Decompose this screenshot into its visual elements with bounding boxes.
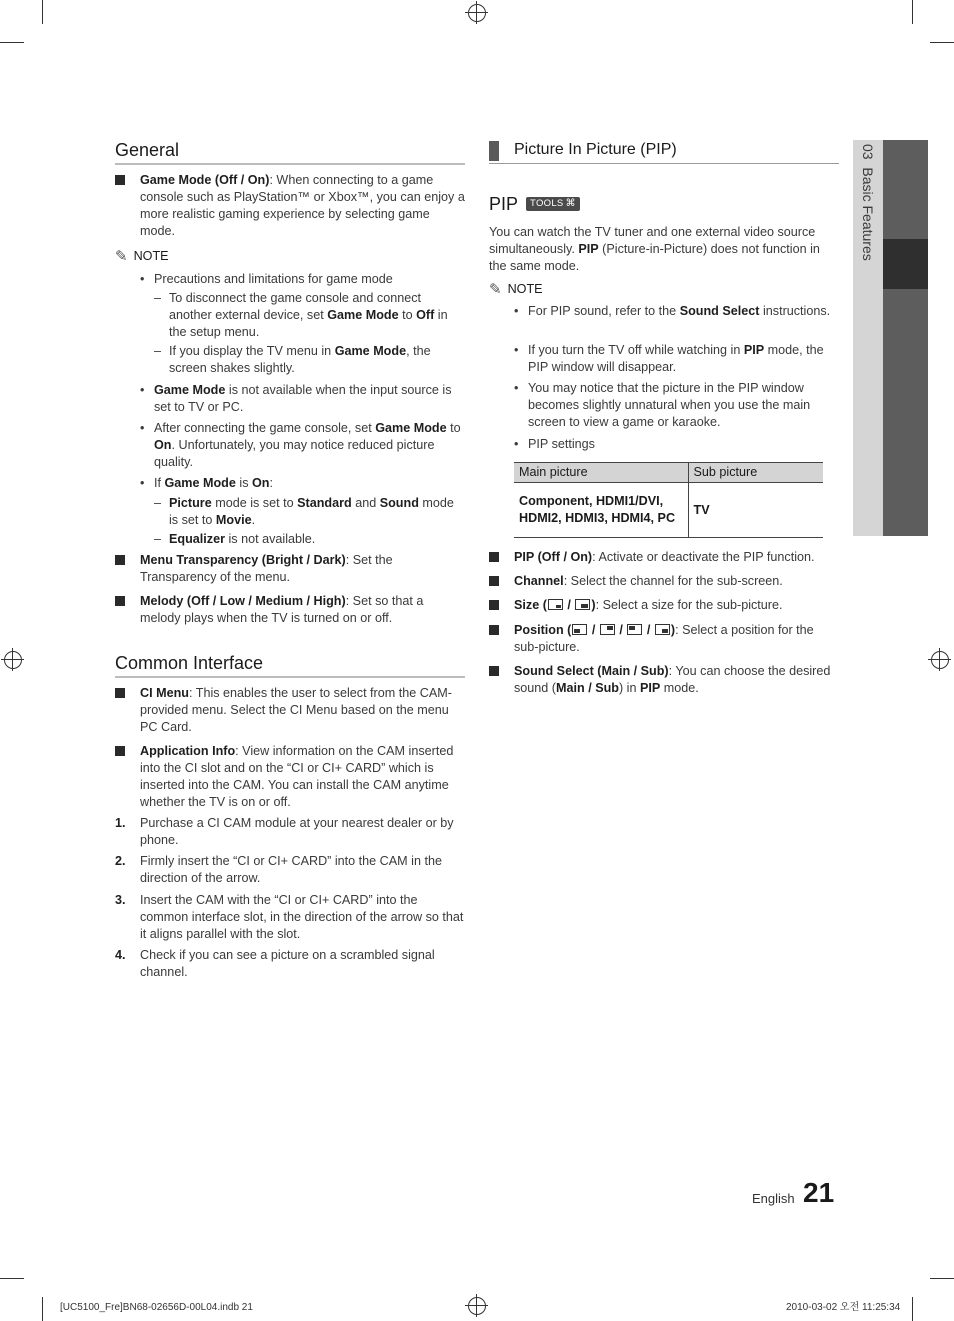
chapter-label: 03 Basic Features	[860, 144, 876, 261]
table-header-main: Main picture	[514, 463, 688, 483]
table-cell-sub: TV	[688, 483, 823, 538]
pencil-icon: ✎	[489, 280, 502, 298]
bullet-icon: •	[140, 476, 145, 490]
section-title-common-interface: Common Interface	[115, 652, 465, 678]
tools-badge: TOOLS ⌘	[526, 197, 580, 211]
pip-heading: PIP TOOLS ⌘	[489, 193, 580, 215]
bullet-icon: •	[140, 383, 145, 397]
registration-mark-icon	[468, 4, 486, 22]
pip-settings-table	[514, 462, 823, 538]
pip-intro: You can watch the TV tuner and one external video source simultaneously. PIP (Picture-in-Picture) does not function in the same mode.	[489, 225, 820, 273]
dash-icon: –	[154, 344, 162, 358]
dash-icon: –	[154, 291, 162, 305]
section-title-pip: Picture In Picture (PIP)	[489, 140, 839, 164]
footer-file-info: [UC5100_Fre]BN68-02656D-00L04.indb 21	[60, 1302, 253, 1313]
registration-mark-icon	[931, 651, 949, 669]
chapter-side-tab	[853, 140, 928, 536]
square-bullet-icon	[489, 625, 499, 635]
crop-mark	[42, 1297, 43, 1321]
note-heading: ✎ NOTE	[115, 247, 169, 265]
table-header-sub: Sub picture	[688, 463, 823, 483]
square-bullet-icon	[489, 552, 499, 562]
section-title-general: General	[115, 139, 465, 165]
dash-icon: –	[154, 496, 162, 510]
registration-mark-icon	[4, 651, 22, 669]
pip-position-top-right-icon	[600, 624, 615, 635]
bullet-icon: •	[514, 381, 519, 395]
registration-mark-icon	[468, 1297, 486, 1315]
note-heading: ✎ NOTE	[489, 280, 543, 298]
square-bullet-icon	[115, 555, 125, 565]
bullet-icon: •	[514, 343, 519, 357]
footer-date: 2010-03-02 오전 11:25:34	[786, 1302, 901, 1313]
bullet-icon: •	[514, 304, 519, 318]
pip-position-top-left-icon	[627, 624, 642, 635]
table-cell-main: Component, HDMI1/DVI, HDMI2, HDMI3, HDMI4, PC	[514, 483, 688, 538]
tools-icon: ⌘	[565, 198, 576, 209]
square-bullet-icon	[115, 746, 125, 756]
crop-mark	[930, 42, 954, 43]
pip-size-small-icon	[548, 599, 563, 610]
square-bullet-icon	[489, 666, 499, 676]
pip-position-bottom-left-icon	[572, 624, 587, 635]
square-bullet-icon	[489, 576, 499, 586]
square-bullet-icon	[115, 175, 125, 185]
table-header-row	[514, 463, 823, 483]
dash-icon: –	[154, 532, 162, 546]
crop-mark	[0, 42, 24, 43]
pencil-icon: ✎	[115, 247, 128, 265]
crop-mark	[42, 0, 43, 24]
crop-mark	[912, 1297, 913, 1321]
pip-position-bottom-right-icon	[655, 624, 670, 635]
chapter-indicator	[883, 239, 928, 289]
crop-mark	[0, 1278, 24, 1279]
footer-language: English	[752, 1191, 795, 1206]
bullet-icon: •	[140, 421, 145, 435]
table-row	[514, 483, 823, 538]
square-bullet-icon	[115, 596, 125, 606]
square-bullet-icon	[489, 600, 499, 610]
crop-mark	[912, 0, 913, 24]
page-number: 21	[803, 1177, 835, 1208]
pip-size-large-icon	[575, 599, 590, 610]
bullet-icon: •	[140, 272, 145, 286]
square-bullet-icon	[115, 688, 125, 698]
crop-mark	[930, 1278, 954, 1279]
bullet-icon: •	[514, 437, 519, 451]
